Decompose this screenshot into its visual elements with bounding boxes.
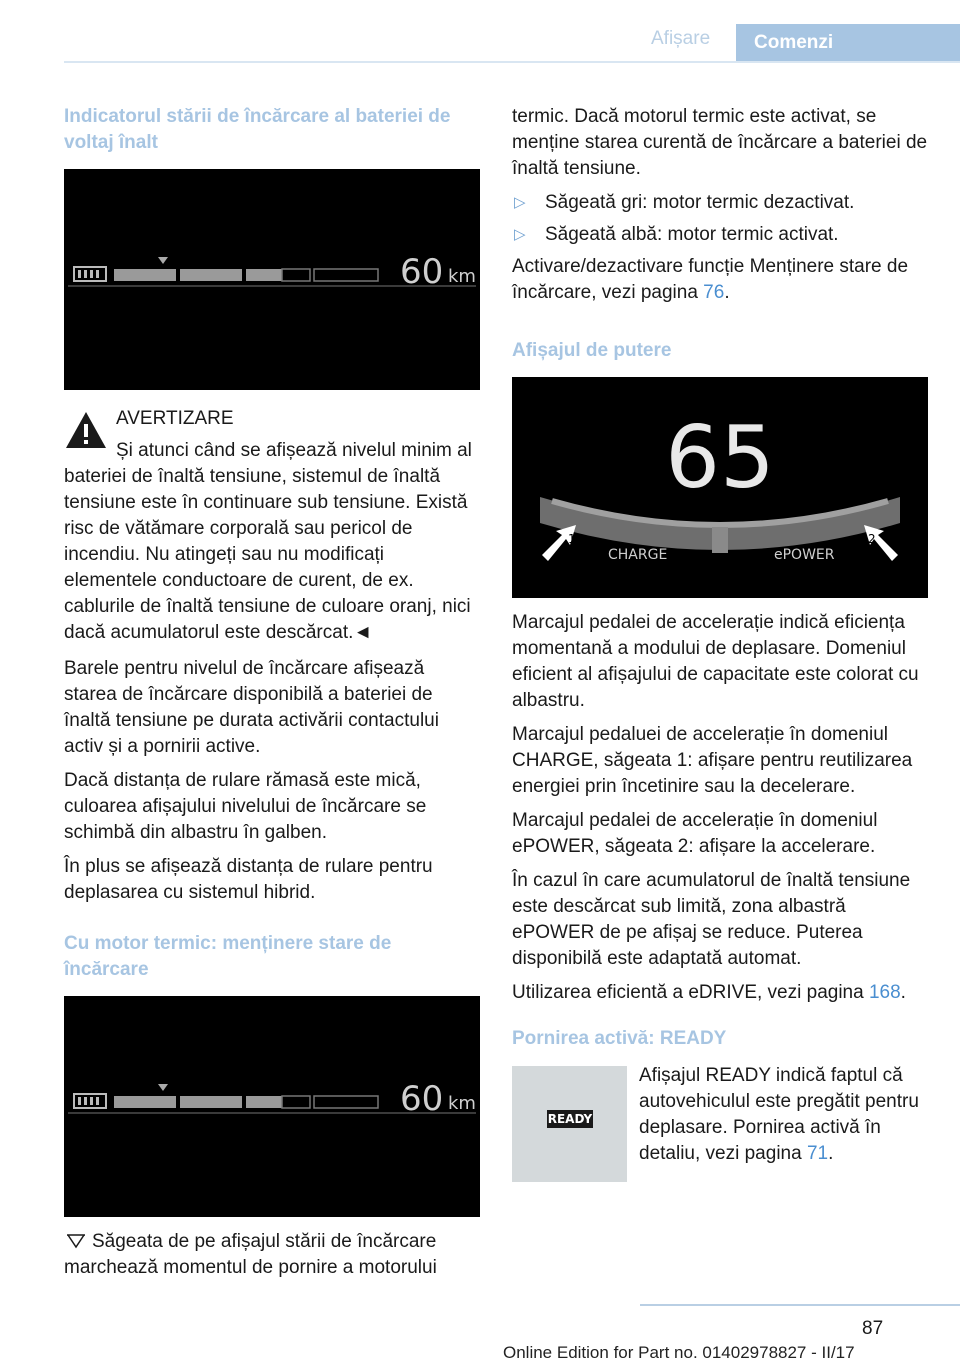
warning-title: AVERTIZARE bbox=[116, 408, 234, 429]
header-tab: Comenzi bbox=[736, 24, 960, 62]
paragraph-pedal-marker: Marcajul pedalei de accelerație indică eficiența momentană a modului de deplasare. Domeniul eficient al afișajului de capacitate este colorat cu albastru. bbox=[512, 612, 919, 711]
page-link-71[interactable]: 71 bbox=[806, 1143, 829, 1164]
heading-charge-indicator: Indicatorul stării de încărcare al bateriei de voltaj înalt bbox=[64, 106, 451, 153]
charge-display-image bbox=[64, 169, 480, 390]
charge-bar-graphic bbox=[64, 169, 480, 390]
range-value: 60 bbox=[400, 252, 444, 292]
page-number: 87 bbox=[862, 1318, 884, 1339]
page-link-168[interactable]: 168 bbox=[868, 982, 901, 1003]
paragraph-activation: Activare/dezactivare funcție Menținere stare de încărcare, vezi pagina 76. bbox=[512, 256, 909, 303]
charge-label: CHARGE bbox=[608, 547, 668, 563]
ready-badge: READY bbox=[547, 1112, 593, 1126]
bullet-text-2: Săgeată albă: motor termic activat. bbox=[545, 224, 839, 245]
arrow-note: Săgeata de pe afișajul stării de încărcare marchează momentul de pornire a motorului bbox=[64, 1231, 437, 1278]
header-divider bbox=[64, 61, 960, 63]
paragraph-hybrid-range: În plus se afișează distanța de rulare pentru deplasarea cu sistemul hibrid. bbox=[64, 856, 433, 903]
power-gauge-graphic bbox=[512, 377, 928, 598]
charge-display-image-2 bbox=[64, 996, 480, 1217]
bullet-gray-arrow bbox=[512, 190, 928, 216]
page-link-76[interactable]: 76 bbox=[703, 282, 725, 303]
svg-text:1: 1 bbox=[568, 532, 576, 546]
paragraph-charge-domain: Marcajul pedaluei de accelerație în domeniul CHARGE, săgeata 1: afișare pentru reutilizarea energiei prin încetinire sau la decelerare. bbox=[512, 724, 913, 797]
bullet-text-1: Săgeată gri: motor termic dezactivat. bbox=[545, 192, 855, 213]
paragraph-discharged: În cazul în care acumulatorul de înaltă tensiune este descărcat sub limită, zona albastră ePOWER de pe afișaj se reduce. Puterea disponibilă este adaptată automat. bbox=[512, 870, 911, 969]
range-value-2: 60 bbox=[400, 1079, 444, 1119]
bullet-triangle-icon: ▷ bbox=[514, 194, 526, 211]
footer-divider bbox=[640, 1304, 960, 1306]
charge-bar-graphic-2 bbox=[64, 996, 480, 1217]
edition-note: Online Edition for Part no. 01402978827 - II/17 bbox=[503, 1343, 855, 1362]
heading-ready: Pornirea activă: READY bbox=[512, 1028, 727, 1049]
paragraph-epower-domain: Marcajul pedalei de accelerație în domeniul ePOWER, săgeata 2: afișare la accelerare. bbox=[512, 810, 878, 857]
warning-text: Și atunci când se afișează nivelul minim al bateriei de înaltă tensiune, sistemul de înaltă tensiune este în continuare sub tensiune. Există risc de vătămare corporală sau pericol de incendiu. Nu atingeți sau nu modificați elementele conductoare de curent, de ex. cablurile de înaltă tensiune de culoare oranj, nici dacă acumulatorul este descărcat.◄ bbox=[64, 440, 472, 643]
power-display-image bbox=[512, 377, 928, 598]
bullet-triangle-icon: ▷ bbox=[514, 226, 526, 243]
paragraph-charge-bars: Barele pentru nivelul de încărcare afișează starea de încărcare disponibilă a bateriei de înaltă tensiune pe durata activării contactului activ și a pornirii active. bbox=[64, 658, 439, 757]
power-value: 65 bbox=[665, 408, 775, 508]
bullet-white-arrow bbox=[512, 222, 928, 248]
header-section-label: Afișare bbox=[651, 28, 711, 49]
paragraph-color-change: Dacă distanța de rulare rămasă este mică, culoarea afișajului nivelului de încărcare se schimbă din albastru în galben. bbox=[64, 770, 427, 843]
paragraph-continued: termic. Dacă motorul termic este activat, se menține starea curentă de încărcare a bateriei de înaltă tensiune. bbox=[512, 106, 928, 179]
heading-maintain-charge: Cu motor termic: menținere stare de încărcare bbox=[64, 933, 392, 980]
paragraph-edrive: Utilizarea eficientă a eDRIVE, vezi pagina 168. bbox=[512, 982, 906, 1003]
range-unit-2: km bbox=[448, 1093, 476, 1114]
svg-text:2: 2 bbox=[868, 532, 876, 546]
paragraph-ready: Afișajul READY indică faptul că autovehiculul este pregătit pentru deplasare. Pornirea activă în detaliu, vezi pagina 71. bbox=[639, 1065, 919, 1164]
range-unit: km bbox=[448, 266, 476, 287]
heading-power-display: Afișajul de putere bbox=[512, 340, 672, 361]
ready-display-image bbox=[512, 1066, 627, 1182]
epower-label: ePOWER bbox=[774, 547, 835, 563]
